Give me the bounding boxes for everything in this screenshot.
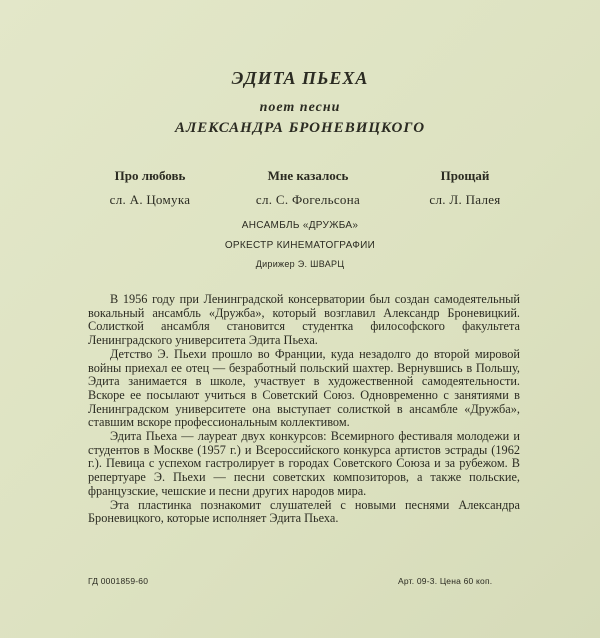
catalog-number: ГД 0001859-60 <box>88 576 149 586</box>
song-title: Прощай <box>440 168 490 183</box>
song-title: Про любовь <box>114 168 186 183</box>
ensemble-credit: АНСАМБЛЬ «ДРУЖБА» <box>241 220 359 231</box>
subtitle: поет песни <box>259 100 341 115</box>
song-entry <box>65 168 235 208</box>
song-entry <box>223 168 393 208</box>
orchestra-credit: ОРКЕСТР КИНЕМАТОГРАФИИ <box>224 240 376 251</box>
song-lyricist: сл. Л. Палея <box>429 192 501 207</box>
paragraph: В 1956 году при Ленинградской консерватории был создан самодеятельный вокальный ансамбль «Дружба», который возглавил Александр Броневицкий. Солисткой ансамбля становится студентка философского факультета Ленинградского университета Эдита Пьеха. <box>88 292 520 348</box>
paragraph: Детство Э. Пьехи прошло во Франции, куда незадолго до второй мировой войны приехал ее отец — безработный польский шахтер. Вернувшись в Польшу, Эдита занимается в школе, участвует в художественной самодеятельности. Вскоре ее посылают учиться в Советский Союз. Одновременно с занятиями в Ленинградском университете она выступает солисткой в ансамбле «Дружба», ставшим вскоре профессиональным коллективом. <box>88 346 520 430</box>
conductor-credit: Дирижер Э. ШВАРЦ <box>255 259 345 269</box>
song-entry <box>380 168 550 208</box>
composer-title: АЛЕКСАНДРА БРОНЕВИЦКОГО <box>174 120 426 136</box>
song-lyricist: сл. С. Фогельсона <box>255 192 361 207</box>
song-lyricist: сл. А. Цомука <box>109 192 191 207</box>
paragraph: Эта пластинка познакомит слушателей с новыми песнями Александра Броневицкого, которые исполняет Эдита Пьеха. <box>88 497 520 526</box>
price-label: Арт. 09-3. Цена 60 коп. <box>398 576 493 586</box>
artist-title: ЭДИТА ПЬЕХА <box>231 68 369 88</box>
liner-notes <box>88 293 520 526</box>
song-title: Мне казалось <box>267 168 349 183</box>
paragraph: Эдита Пьеха — лауреат двух конкурсов: Всемирного фестиваля молодежи и студентов в Москве (1957 г.) и Всероссийского конкурса артистов эстрады (1962 г.). Певица с успехом гастролирует в городах Советского Союза и за рубежом. В репертуаре Э. Пьехи — песни советских композиторов, а также польские, французские, чешские и песни других народов мира. <box>88 429 520 498</box>
